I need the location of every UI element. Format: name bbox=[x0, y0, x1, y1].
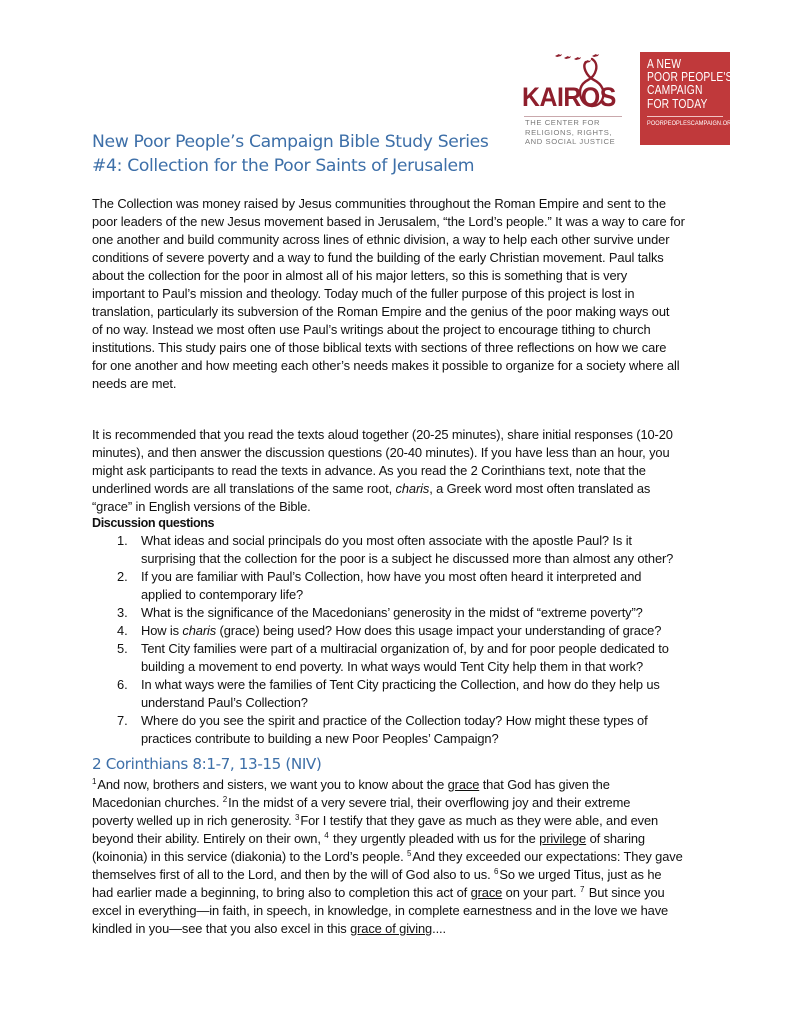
question-number: 7. bbox=[117, 713, 128, 728]
text-line bbox=[92, 920, 712, 938]
text-run: So we urged Titus, just as he bbox=[499, 867, 662, 882]
text-line: What is the significance of the Macedonians’ generosity in the midst of “extreme poverty”? bbox=[141, 605, 643, 620]
verse-number: 6 bbox=[494, 867, 499, 876]
question-number: 4. bbox=[117, 623, 128, 638]
ppc-logo-line: A NEW bbox=[647, 57, 682, 71]
charis-term: charis bbox=[182, 623, 217, 638]
text-run: And they exceeded our expectations: They gave bbox=[412, 849, 683, 864]
verse-number: 1 bbox=[92, 777, 97, 786]
question-number: 2. bbox=[117, 569, 128, 584]
page-title bbox=[92, 130, 552, 178]
discussion-questions-list bbox=[92, 532, 712, 748]
text-run: (koinonia) in this service (diakonia) to the Lord’s people. bbox=[92, 849, 408, 864]
discussion-questions-heading: Discussion questions bbox=[92, 516, 215, 530]
verse-number: 4 bbox=[324, 831, 329, 840]
text-run: of sharing bbox=[586, 831, 645, 846]
text-run: In the midst of a very severe trial, their overflowing joy and their extreme bbox=[228, 795, 631, 810]
text-line: important to Paul’s mission and theology. Today much of the fuller purpose of this project is lost in bbox=[92, 286, 635, 301]
discussion-question bbox=[92, 568, 712, 604]
underlined-grace-of-giving: grace of giving bbox=[350, 921, 433, 936]
text-line bbox=[92, 794, 712, 812]
text-run: But since you bbox=[585, 885, 665, 900]
text-run: beyond their ability. Entirely on their own, bbox=[92, 831, 325, 846]
text-line: minutes), and then answer the discussion questions (20-40 minutes). If you have less than an hour, you bbox=[92, 445, 670, 460]
scripture-passage bbox=[92, 776, 712, 938]
kairos-subtitle-line: THE CENTER FOR bbox=[525, 118, 601, 127]
text-run: poverty welled up in rich generosity. bbox=[92, 813, 295, 828]
text-line: surprising that the collection for the poor is a subject he discussed more than almost any other? bbox=[141, 551, 674, 566]
title-line-study: #4: Collection for the Poor Saints of Jerusalem bbox=[92, 156, 475, 176]
text-line: institutions. This study pairs one of those biblical texts with sections of three reflections on how we care bbox=[92, 340, 667, 355]
ppc-logo-line: CAMPAIGN bbox=[647, 83, 703, 98]
text-run: And now, brothers and sisters, we want you to know about the bbox=[97, 777, 448, 792]
kairos-subtitle-line: AND SOCIAL JUSTICE bbox=[525, 137, 616, 146]
text-run: had earlier made a beginning, to bring also to completion this act of bbox=[92, 885, 471, 900]
text-run: , a Greek word most often translated as bbox=[429, 481, 651, 496]
verse-number: 5 bbox=[407, 849, 412, 858]
discussion-question bbox=[92, 640, 712, 676]
verse-number: 3 bbox=[295, 813, 300, 822]
text-line: practices contribute to building a new Poor Peoples’ Campaign? bbox=[141, 731, 499, 746]
text-run: kindled in you—see that you also excel in this bbox=[92, 921, 351, 936]
recommendation-paragraph bbox=[92, 426, 712, 516]
text-line: The Collection was money raised by Jesus communities throughout the Roman Empire and sent to the bbox=[92, 196, 666, 211]
text-run: on your part. bbox=[502, 885, 580, 900]
text-line: building a movement to end poverty. In what ways would Tent City help them in that work? bbox=[141, 659, 643, 674]
text-line: “grace” in English versions of the Bible. bbox=[92, 499, 311, 514]
text-line bbox=[141, 622, 712, 640]
ppc-logo-line: FOR TODAY bbox=[647, 96, 708, 111]
text-run: (grace) being used? How does this usage impact your understanding of grace? bbox=[216, 623, 662, 638]
scripture-heading: 2 Corinthians 8:1-7, 13-15 (NIV) bbox=[92, 755, 322, 773]
text-run: that God has given the bbox=[479, 777, 610, 792]
text-line: one another and build community across lines of ethnic division, a way to help each other survive under bbox=[92, 232, 670, 247]
ppc-logo-divider bbox=[647, 116, 723, 117]
text-run: Macedonian churches. bbox=[92, 795, 223, 810]
poor-peoples-campaign-logo bbox=[640, 52, 736, 145]
question-number: 6. bbox=[117, 677, 128, 692]
text-line bbox=[92, 830, 712, 848]
text-run: themselves first of all to the Lord, and then by the will of God also to us. bbox=[92, 867, 495, 882]
text-line: might ask participants to read the texts in advance. As you read the 2 Corinthians text, note that the bbox=[92, 463, 646, 478]
text-run: underlined words are all translations of the same root, bbox=[92, 481, 396, 496]
text-line: poor leaders of the new Jesus movement based in Jerusalem, “the Lord’s people.” It was a way to care for bbox=[92, 214, 685, 229]
text-line bbox=[92, 812, 712, 830]
text-run: .... bbox=[432, 921, 446, 936]
question-number: 1. bbox=[117, 533, 128, 548]
text-run: they urgently pleaded with us for the bbox=[329, 831, 540, 846]
text-run: excel in everything—in faith, in speech, in knowledge, in complete earnestness and in the love we have bbox=[92, 903, 669, 918]
text-line: about the collection for the poor in almost all of his major letters, so this is something that is very bbox=[92, 268, 628, 283]
underlined-privilege: privilege bbox=[539, 831, 587, 846]
text-line: If you are familiar with Paul’s Collection, how have you most often heard it interpreted and bbox=[141, 569, 642, 584]
text-run: For I testify that they gave as much as they were able, and even bbox=[300, 813, 659, 828]
title-line-series: New Poor People’s Campaign Bible Study Series bbox=[92, 132, 489, 152]
text-line: In what ways were the families of Tent City practicing the Collection, and how do they help us bbox=[141, 677, 660, 692]
discussion-question bbox=[92, 532, 712, 568]
charis-term: charis bbox=[395, 481, 430, 496]
text-line: applied to contemporary life? bbox=[141, 587, 304, 602]
discussion-question bbox=[92, 622, 712, 640]
text-line: Where do you see the spirit and practice of the Collection today? How might these types of bbox=[141, 713, 648, 728]
text-line bbox=[92, 902, 712, 920]
kairos-divider bbox=[524, 116, 622, 117]
text-line: translation, particularly its subversion of the Roman Empire and the genius of the poor making ways out bbox=[92, 304, 670, 319]
discussion-question bbox=[92, 676, 712, 712]
text-line: of no way. Instead we most often use Paul’s writings about the project to encourage tithing to church bbox=[92, 322, 651, 337]
text-line: needs are met. bbox=[92, 376, 177, 391]
underlined-grace: grace bbox=[447, 777, 480, 792]
verse-number: 7 bbox=[579, 885, 585, 894]
kairos-wordmark: KAIROS bbox=[522, 82, 616, 112]
ppc-logo-line: POOR PEOPLE'S bbox=[647, 70, 733, 85]
text-line bbox=[92, 884, 712, 902]
intro-paragraph bbox=[92, 195, 712, 393]
text-line: conditions of severe poverty and a way to fund the building of the early Christian movement. Paul talks bbox=[92, 250, 664, 265]
text-line bbox=[92, 848, 712, 866]
question-number: 5. bbox=[117, 641, 128, 656]
text-line bbox=[92, 480, 712, 498]
question-number: 3. bbox=[117, 605, 128, 620]
text-run: How is bbox=[141, 623, 183, 638]
text-line: understand Paul’s Collection? bbox=[141, 695, 308, 710]
discussion-question bbox=[92, 712, 712, 748]
underlined-grace: grace bbox=[470, 885, 503, 900]
ppc-logo-url: POORPEOPLESCAMPAIGN.ORG bbox=[647, 119, 736, 127]
text-line: What ideas and social principals do you most often associate with the apostle Paul? Is it bbox=[141, 533, 632, 548]
text-line: It is recommended that you read the texts aloud together (20-25 minutes), share initial responses (10-20 bbox=[92, 427, 673, 442]
text-line: for one another and how meeting each other’s needs makes it possible to organize for a society where all bbox=[92, 358, 680, 373]
text-line: Tent City families were part of a multiracial organization of, by and for poor people dedicated to bbox=[141, 641, 669, 656]
discussion-question bbox=[92, 604, 712, 622]
verse-number: 2 bbox=[222, 795, 228, 804]
text-line bbox=[92, 776, 712, 794]
text-line bbox=[92, 866, 712, 884]
kairos-subtitle-line: RELIGIONS, RIGHTS, bbox=[525, 127, 613, 137]
